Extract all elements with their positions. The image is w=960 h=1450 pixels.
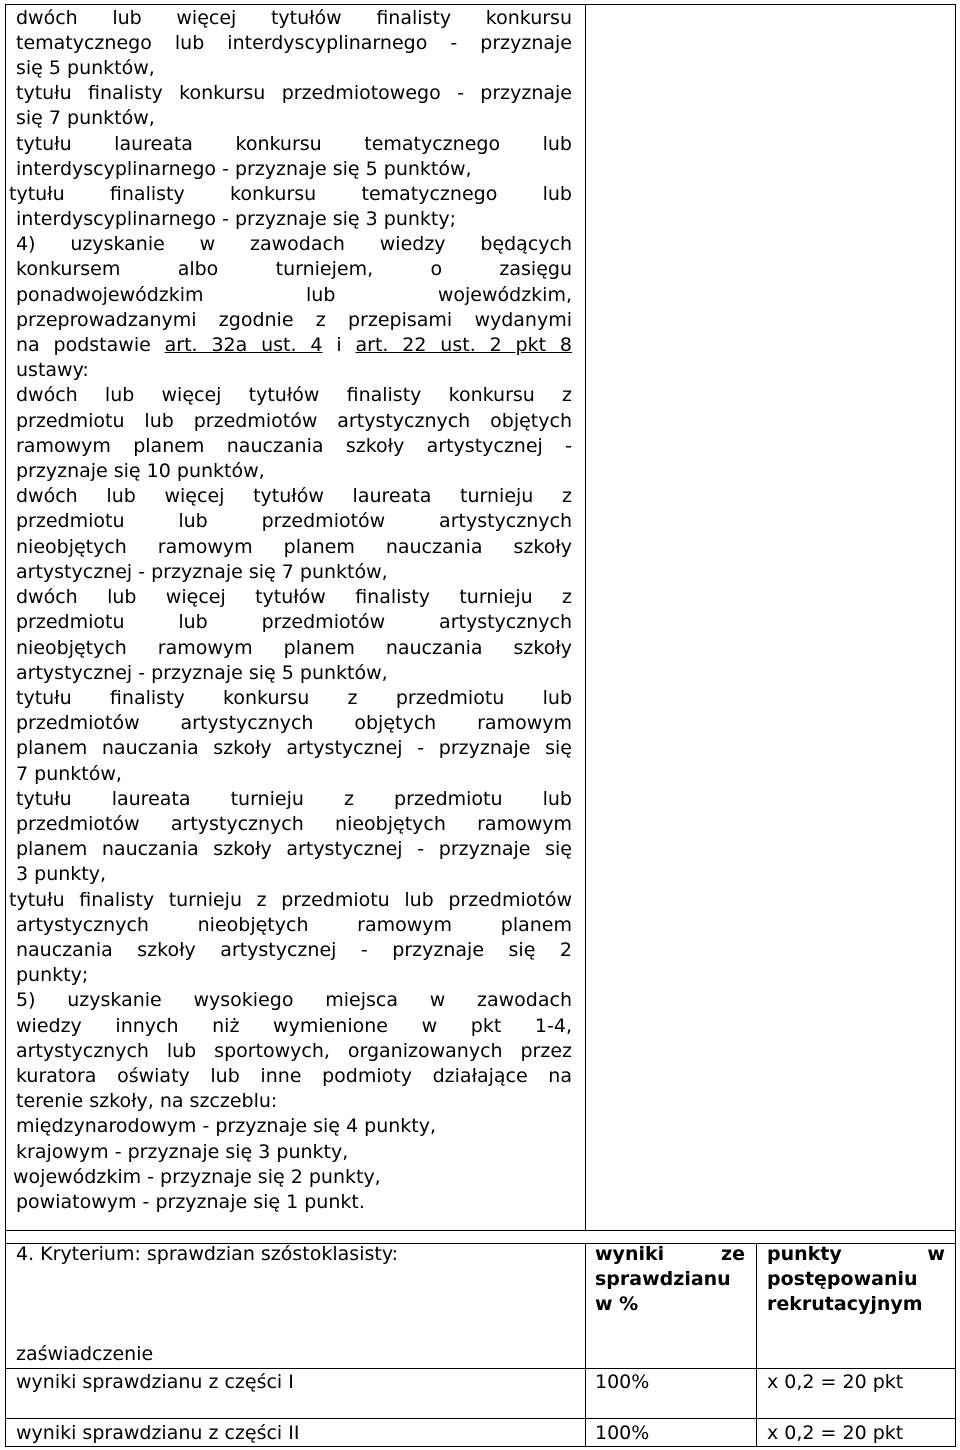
legal-link-art-32a[interactable]: art. 32a ust. 4 — [164, 334, 323, 356]
text-line: przeprowadzanymi zgodnie z przepisami wydanymi — [16, 309, 572, 331]
text-line: dwóch lub więcej tytułów finalisty konkursu — [16, 7, 572, 29]
text-line: artystycznych lub sportowych, organizowanych przez — [16, 1040, 572, 1062]
text-line: krajowym - przyznaje się 3 punkty, — [16, 1141, 349, 1163]
text-line: ramowym planem nauczania szkoły artystycznej - — [16, 435, 572, 457]
text-line: przyznaje się 10 punktów, — [16, 460, 265, 482]
text-line: przedmiotu lub przedmiotów artystycznych objętych — [16, 410, 572, 432]
row-result: 100% — [595, 1422, 650, 1444]
row-points: x 0,2 = 20 pkt — [767, 1422, 904, 1444]
text-line: tytułu laureata konkursu tematycznego lub — [16, 133, 572, 155]
text-line: nieobjętych ramowym planem nauczania szkoły — [16, 637, 572, 659]
text-line: dwóch lub więcej tytułów laureata turnieju z — [16, 485, 572, 507]
legal-prefix: na podstawie — [16, 334, 165, 356]
text-line: planem nauczania szkoły artystycznej - przyznaje się — [16, 838, 572, 860]
certificate-label: zaświadczenie — [16, 1343, 154, 1365]
text-line: przedmiotu lub przedmiotów artystycznych — [16, 510, 572, 532]
text-line: tytułu finalisty turnieju z przedmiotu lub przedmiotów — [9, 889, 572, 911]
text-line: międzynarodowym - przyznaje się 4 punkty, — [16, 1115, 437, 1137]
section-divider — [5, 1230, 956, 1231]
text-line: wiedzy innych niż wymienione w pkt 1-4, — [16, 1015, 572, 1037]
text-line: się 7 punktów, — [16, 107, 155, 129]
text-line: planem nauczania szkoły artystycznej - przyznaje się — [16, 737, 572, 759]
row-divider-2 — [5, 1418, 956, 1419]
text-line: przedmiotów artystycznych nieobjętych ramowym — [16, 813, 572, 835]
text-line: artystycznych nieobjętych ramowym planem — [16, 914, 572, 936]
text-line: wojewódzkim - przyznaje się 2 punkty, — [13, 1166, 381, 1188]
row-label: wyniki sprawdzianu z części II — [16, 1422, 300, 1444]
text-line: powiatowym - przyznaje się 1 punkt. — [16, 1191, 365, 1213]
text-line: 5) uzyskanie wysokiego miejsca w zawodach — [16, 989, 572, 1011]
text-line: przedmiotu lub przedmiotów artystycznych — [16, 611, 572, 633]
text-line: 3 punkty, — [16, 863, 107, 885]
text-line: artystycznej - przyznaje się 5 punktów, — [16, 662, 388, 684]
points-header-line: rekrutacyjnym — [767, 1293, 923, 1315]
text-line: dwóch lub więcej tytułów finalisty turnieju z — [16, 586, 572, 608]
row-label: wyniki sprawdzianu z części I — [16, 1371, 294, 1393]
text-line: konkursem albo turniejem, o zasięgu — [16, 258, 572, 280]
text-line: tytułu finalisty konkursu przedmiotowego - przyznaje — [16, 82, 572, 104]
text-line: nieobjętych ramowym planem nauczania szkoły — [16, 536, 572, 558]
text-line: kuratora oświaty lub inne podmioty działające na — [16, 1065, 572, 1087]
text-line: punkty; — [16, 964, 89, 986]
criterion-title: 4. Kryterium: sprawdzian szóstoklasisty: — [16, 1243, 399, 1265]
text-line: tytułu laureata turnieju z przedmiotu lub — [16, 788, 572, 810]
text-line: interdyscyplinarnego - przyznaje się 3 punkty; — [16, 208, 456, 230]
column-divider-3 — [756, 1243, 757, 1447]
text-line: interdyscyplinarnego - przyznaje się 5 punktów, — [16, 158, 472, 180]
row-points: x 0,2 = 20 pkt — [767, 1371, 904, 1393]
text-line: nauczania szkoły artystycznej - przyznaje się 2 — [16, 939, 572, 961]
text-line: 7 punktów, — [16, 763, 122, 785]
text-line: tytułu finalisty konkursu tematycznego lub — [9, 183, 572, 205]
legal-mid: i — [322, 334, 356, 356]
text-line: się 5 punktów, — [16, 57, 155, 79]
results-header-line: sprawdzianu — [595, 1268, 731, 1290]
legal-link-art-22[interactable]: art. 22 ust. 2 pkt 8 — [355, 334, 572, 356]
points-header-line: postępowaniu — [767, 1268, 918, 1290]
text-line: artystycznej - przyznaje się 7 punktów, — [16, 561, 388, 583]
column-divider-upper — [585, 4, 586, 1230]
text-line: tematycznego lub interdyscyplinarnego - przyznaje — [16, 32, 572, 54]
points-header-line: punkty w — [767, 1243, 945, 1265]
results-header-line: w % — [595, 1293, 639, 1315]
points-column-header — [767, 1242, 945, 1317]
row-divider-1 — [5, 1368, 956, 1369]
text-line: tytułu finalisty konkursu z przedmiotu lub — [16, 687, 572, 709]
text-line: dwóch lub więcej tytułów finalisty konkursu z — [16, 384, 572, 406]
text-line: ustawy: — [16, 359, 89, 381]
results-header-line: wyniki ze — [595, 1243, 745, 1265]
text-line: przedmiotów artystycznych objętych ramowym — [16, 712, 572, 734]
results-column-header — [595, 1242, 745, 1317]
row-result: 100% — [595, 1371, 650, 1393]
text-line: 4) uzyskanie w zawodach wiedzy będących — [16, 233, 572, 255]
text-line: ponadwojewódzkim lub wojewódzkim, — [16, 284, 572, 306]
text-line: terenie szkoły, na szczeblu: — [16, 1090, 278, 1112]
column-divider-2 — [585, 1243, 586, 1447]
legal-reference-line — [16, 333, 572, 358]
